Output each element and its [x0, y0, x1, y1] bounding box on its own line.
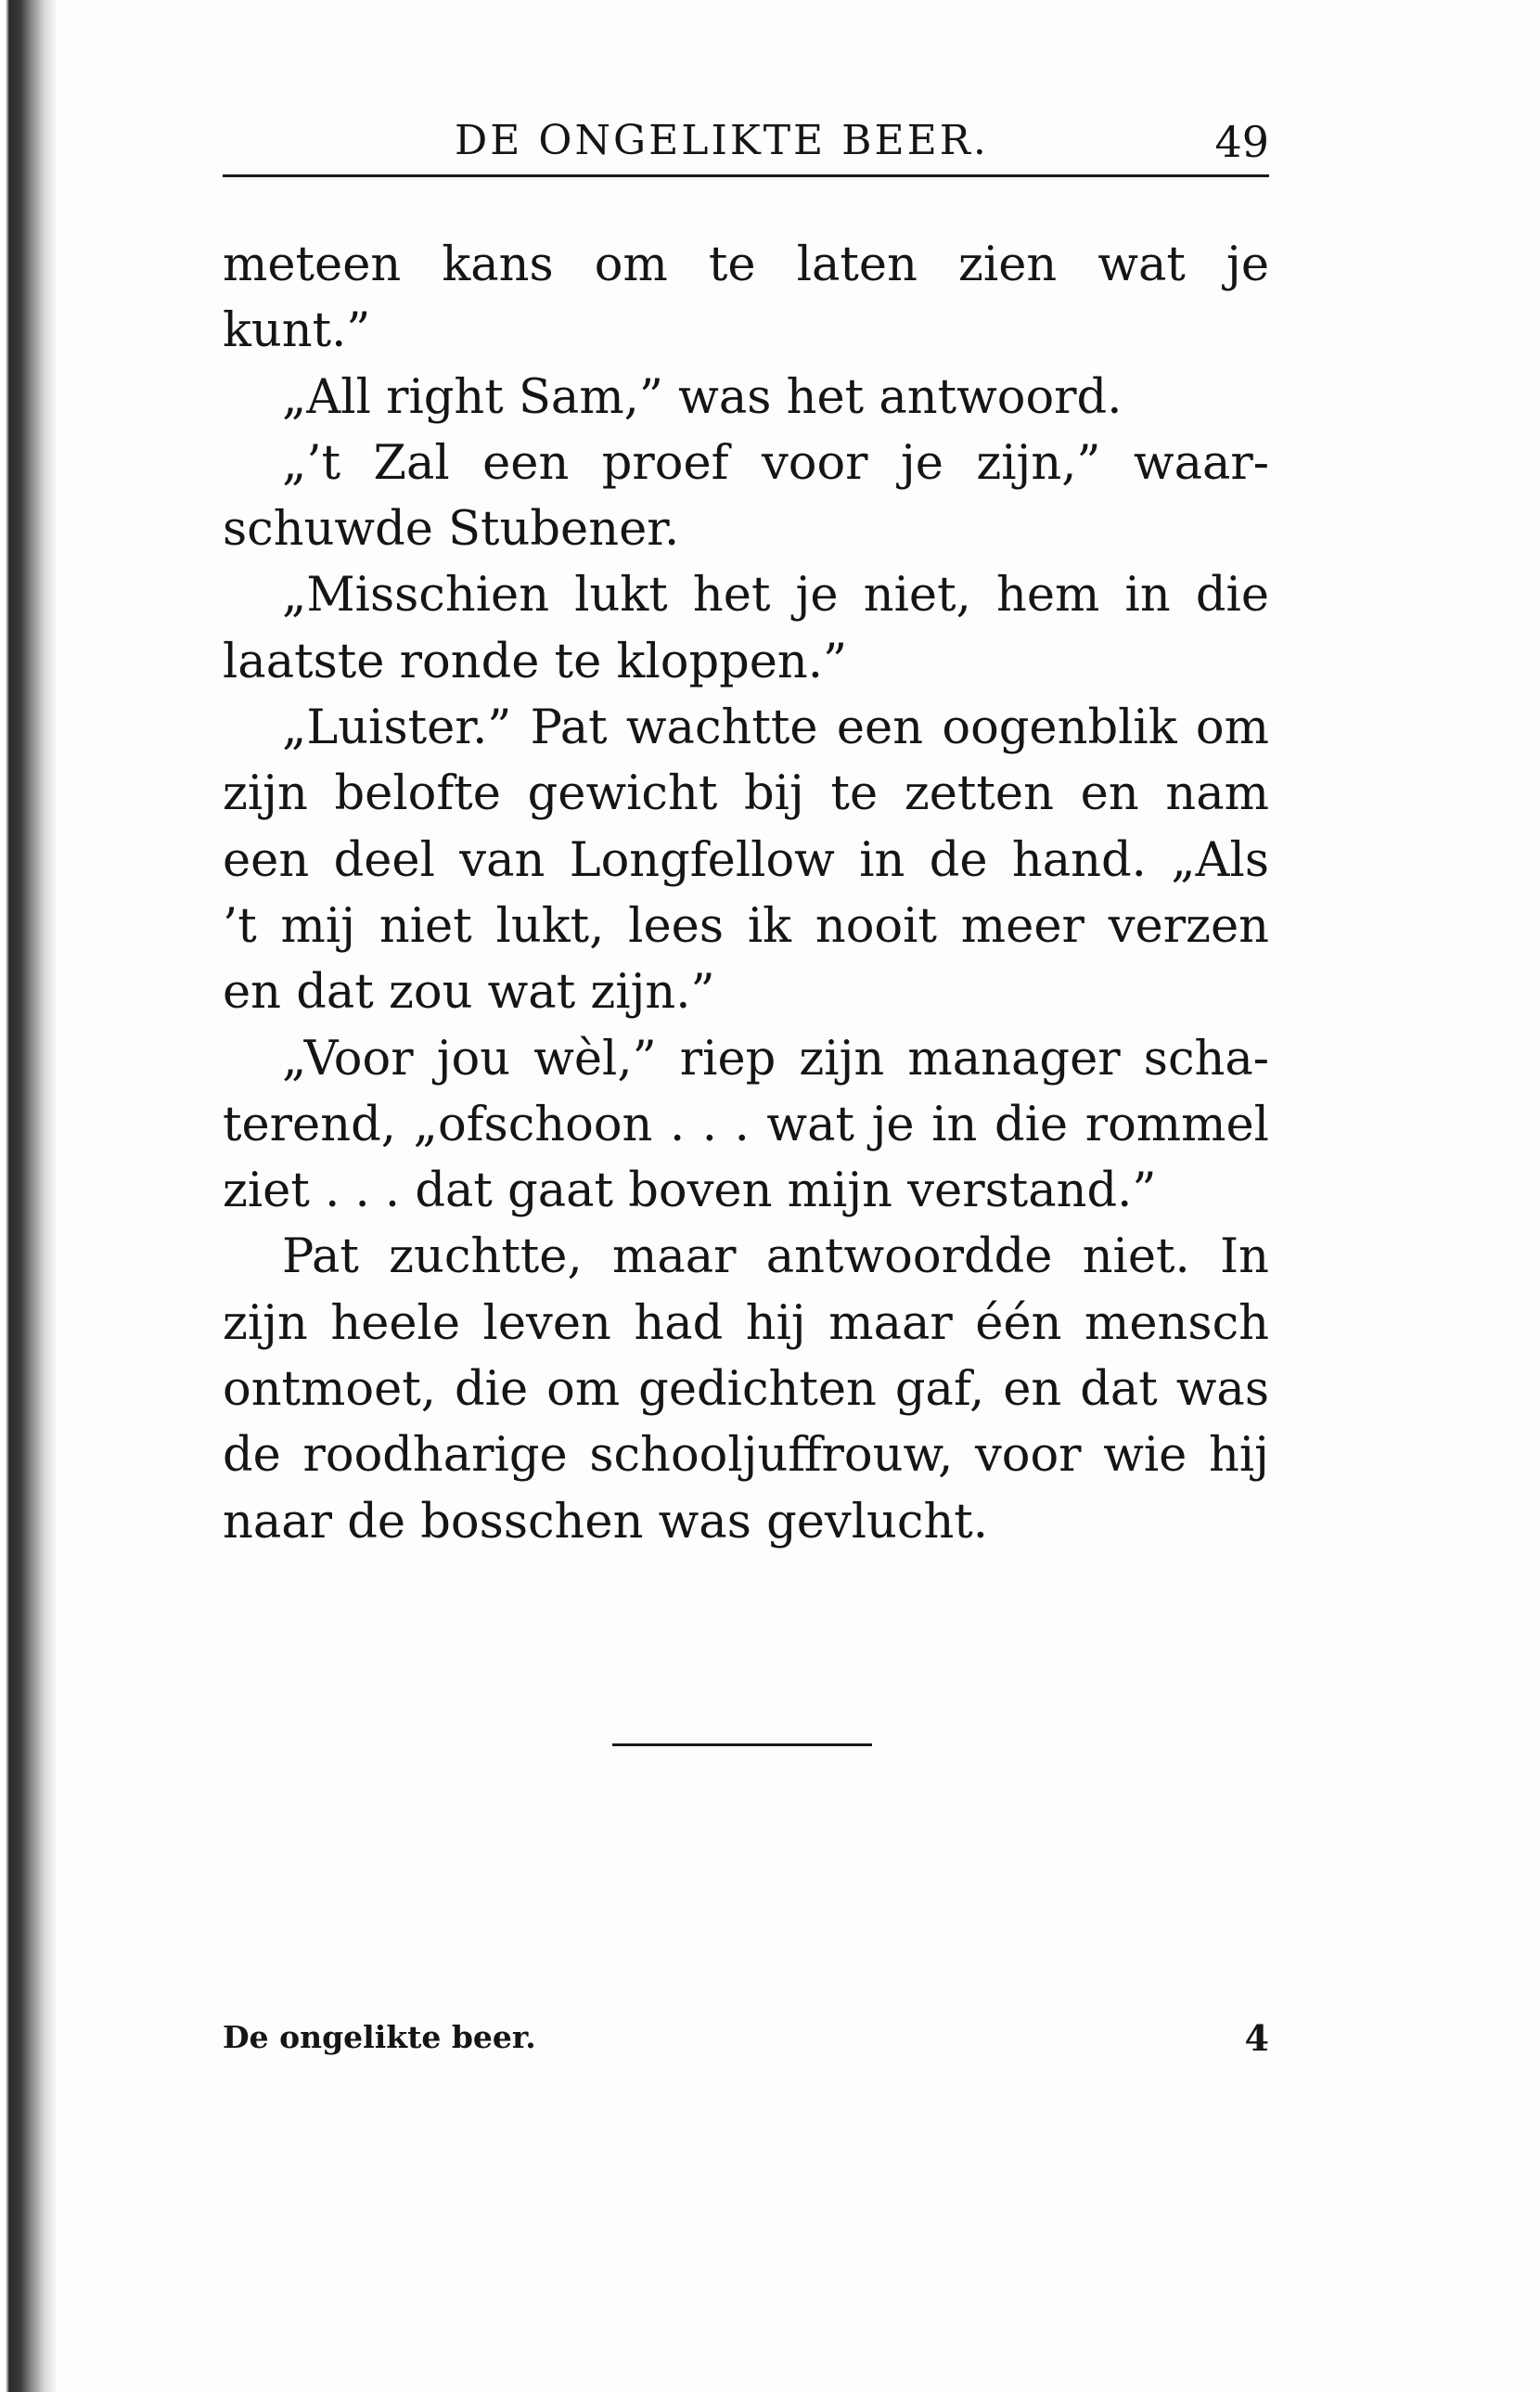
- header-rule: [223, 174, 1269, 177]
- text-line: ontmoet, die om gedichten gaf, en dat was: [223, 1362, 1269, 1418]
- section-end-rule: [612, 1743, 872, 1746]
- scan-binding-edge: [0, 0, 58, 2392]
- text-line: terend, „ofschoon . . . wat je in die rommel: [223, 1097, 1269, 1152]
- page-number: 49: [1214, 117, 1269, 167]
- text-line: „Misschien lukt het je niet, hem in die: [282, 568, 1269, 624]
- text-line: laatste ronde te kloppen.”: [223, 634, 848, 689]
- text-line: zijn heele leven had hij maar één mensch: [223, 1295, 1269, 1351]
- text-line: „All right Sam,” was het antwoord.: [282, 369, 1123, 425]
- signature-footer: [223, 2019, 1269, 2075]
- running-head: [223, 109, 1269, 174]
- text-line: ziet . . . dat gaat boven mijn verstand.”: [223, 1164, 1157, 1219]
- text-line: zijn belofte gewicht bij te zetten en nam: [223, 766, 1269, 822]
- text-line: „Voor jou wèl,” riep zijn manager scha-: [282, 1031, 1269, 1087]
- text-line: een deel van Longfellow in de hand. „Als: [223, 832, 1269, 888]
- text-line: kunt.”: [223, 303, 371, 359]
- text-line: en dat zou wat zijn.”: [223, 965, 715, 1021]
- text-line: meteen kans om te laten zien wat je: [223, 238, 1269, 292]
- signature-number: 4: [1244, 2017, 1269, 2059]
- text-line: naar de bosschen was gevlucht.: [223, 1494, 988, 1550]
- body-text: [223, 232, 1269, 1555]
- text-line: Pat zuchtte, maar antwoordde niet. In: [282, 1229, 1269, 1285]
- signature-title: De ongelikte beer.: [223, 2019, 536, 2055]
- text-line: „Luister.” Pat wachtte een oogenblik om: [282, 701, 1269, 756]
- text-line: de roodharige schooljuffrouw, voor wie hij: [223, 1428, 1269, 1484]
- running-title: DE ONGELIKTE BEER.: [455, 117, 989, 164]
- text-line: ’t mij niet lukt, lees ik nooit meer verzen: [223, 898, 1269, 954]
- text-line: schuwde Stubener.: [223, 502, 680, 558]
- text-line: „’t Zal een proef voor je zijn,” waar-: [282, 435, 1269, 491]
